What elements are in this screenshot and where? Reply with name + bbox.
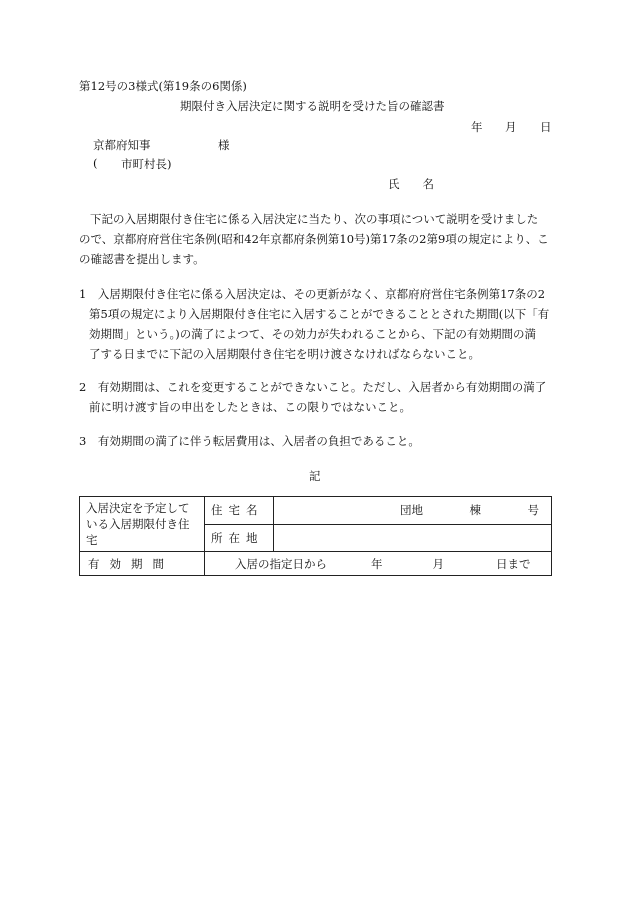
- housing-name-label: 住宅名: [205, 497, 274, 525]
- period-cell: [205, 552, 552, 576]
- item-line: 第5項の規定により入居期限付き住宅に入居することができることとされた期間(以下「有: [89, 307, 550, 321]
- item-1: [79, 284, 554, 364]
- document-title: 期限付き入居決定に関する説明を受けた旨の確認書: [180, 99, 445, 113]
- form-number: 第12号の3様式(第19条の6関係): [79, 79, 247, 93]
- intro-paragraph: [79, 209, 554, 269]
- date-month-label: 月: [505, 120, 517, 134]
- addressee-mayor-open: (: [93, 156, 98, 170]
- date-day-label: 日: [540, 120, 552, 134]
- housing-info-table: [79, 496, 552, 576]
- item-line: 1 入居期限付き住宅に係る入居決定は、その更新がなく、京都府府営住宅条例第17条の2: [79, 287, 546, 301]
- housing-estate-label: 団地: [400, 503, 423, 518]
- item-2: [79, 377, 554, 417]
- item-line: 2 有効期間は、これを変更することができないこと。ただし、入居者から有効期間の満了: [79, 380, 547, 394]
- housing-number-label: 号: [527, 503, 539, 518]
- period-from-label: 入居の指定日から: [235, 556, 327, 571]
- date-year-label: 年: [471, 120, 483, 134]
- housing-building-label: 棟: [469, 503, 481, 518]
- addressee-honorific: 様: [218, 138, 230, 152]
- item-3: [79, 431, 554, 451]
- item-line: 了する日までに下記の入居期限付き住宅を明け渡さなければならないこと。: [89, 347, 480, 361]
- signer-name-label: 氏 名: [388, 177, 434, 191]
- addressee-mayor: 市町村長): [121, 157, 172, 171]
- period-label: 有効期間: [80, 552, 205, 576]
- location-cell: [274, 524, 552, 552]
- intro-line: ので、京都府府営住宅条例(昭和42年京都府条例第10号)第17条の2第9項の規定により、こ: [79, 232, 549, 246]
- intro-line: 下記の入居期限付き住宅に係る入居決定に当たり、次の事項について説明を受けました: [90, 212, 539, 226]
- intro-line: の確認書を提出します。: [79, 252, 205, 266]
- item-line: 効期間」という。)の満了によつて、その効力が失われることから、下記の有効期間の満: [89, 327, 537, 341]
- ki-marker: 記: [309, 469, 321, 483]
- period-month-label: 月: [432, 556, 444, 571]
- item-line: 3 有効期間の満了に伴う転居費用は、入居者の負担であること。: [79, 434, 420, 448]
- item-line: 前に明け渡す旨の申出をしたときは、この限りではないこと。: [89, 400, 411, 414]
- housing-name-cell: [274, 497, 552, 525]
- location-label: 所在地: [205, 524, 274, 552]
- period-until-label: 日まで: [496, 556, 531, 571]
- period-year-label: 年: [371, 556, 383, 571]
- housing-head-cell: 入居決定を予定している入居期限付き住宅: [80, 497, 205, 552]
- addressee-governor: 京都府知事: [93, 138, 151, 152]
